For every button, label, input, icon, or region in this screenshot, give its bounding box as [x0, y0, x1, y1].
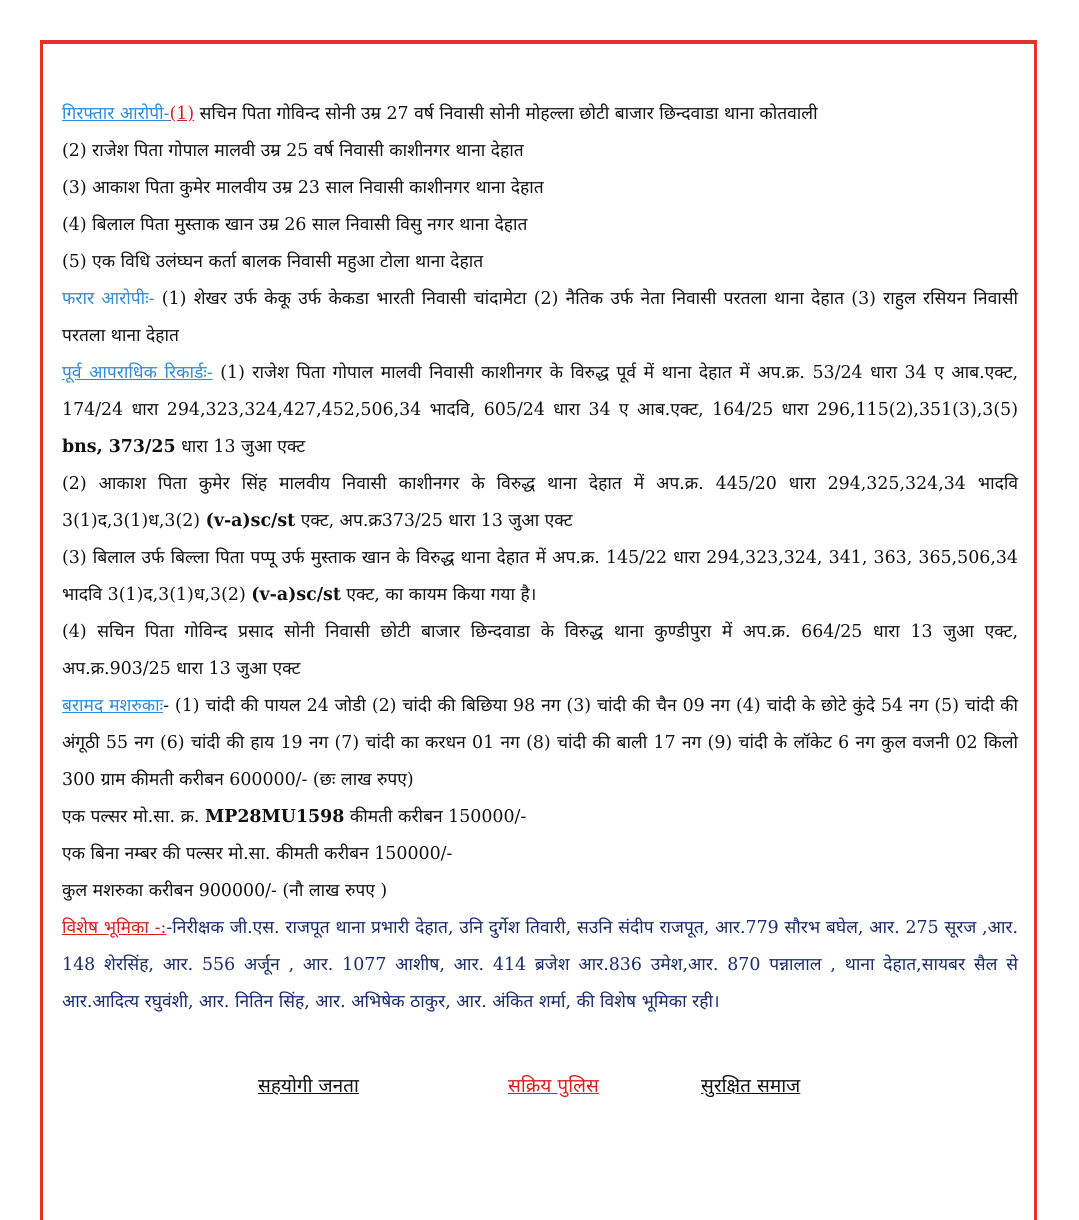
special-role-paragraph — [62, 910, 1018, 1021]
special-role-heading: विशेष भूमिका -: — [62, 918, 167, 938]
recovered-text: - (1) चांदी की पायल 24 जोडी (2) चांदी की बिछिया 98 नग (3) चांदी की चैन 09 नग (4) चांदी के छोटे कुंदे 54 नग (5) चांदी की अंगूठी 55 नग (6) चांदी की हाय 19 नग (7) चांदी का करधन 01 नग (8) चांदी की बाली 17 नग (9) चांदी के लॉकेट 6 नग कुल वजनी 02 किलो 300 ग्राम कीमती करीबन 600000/- (छः लाख रुपए) — [62, 696, 1018, 790]
accused-line-1 — [62, 96, 1018, 133]
slogan-safe-society: सुरक्षित समाज — [701, 1075, 801, 1097]
bike-1-line — [62, 799, 1018, 836]
accused-line-2: (2) राजेश पिता गोपाल मालवी उम्र 25 वर्ष निवासी काशीनगर थाना देहात — [62, 141, 524, 161]
record-paragraph-2 — [62, 466, 1018, 540]
slogan-active-police: सक्रिय पुलिस — [508, 1075, 599, 1097]
recovered-paragraph — [62, 688, 1018, 799]
bike-2-line: एक बिना नम्बर की पल्सर मो.सा. कीमती करीबन 150000/- — [62, 844, 453, 864]
accused-first-number: (1) — [169, 104, 195, 124]
absconding-heading: फरार आरोपीः- — [62, 289, 155, 309]
record-paragraph-1 — [62, 355, 1018, 466]
bike-1-post: कीमती करीबन 150000/- — [344, 807, 527, 827]
press-note-body — [62, 96, 1018, 1021]
records-heading: पूर्व आपराधिक रिकार्डः- — [62, 363, 213, 383]
recovered-heading: बरामद मशरुकाः — [62, 696, 164, 716]
total-recovered-line: कुल मशरुका करीबन 900000/- (नौ लाख रुपए ) — [62, 881, 388, 901]
bike-1-pre: एक पल्सर मो.सा. क्र. — [62, 807, 205, 827]
record-2-bold: (v-a)sc/st — [205, 511, 296, 531]
accused-line-5: (5) एक विधि उलंघ्घन कर्ता बालक निवासी महुआ टोला थाना देहात — [62, 252, 484, 272]
absconding-text: (1) शेखर उर्फ केकू उर्फ केकडा भारती निवासी चांदामेटा (2) नैतिक उर्फ नेता निवासी परतला थाना देहात (3) राहुल रसियन निवासी परतला थाना देहात — [62, 289, 1019, 346]
special-role-text: -निरीक्षक जी.एस. राजपूत थाना प्रभारी देहात, उनि दुर्गेश तिवारी, सउनि संदीप राजपूत, आर.779 सौरभ बघेल, आर. 275 सूरज ,आर. 148 शेरसिंह, आर. 556 अर्जून , आर. 1077 आशीष, आर. 414 ब्रजेश आर.836 उमेश,आर. 870 पन्नालाल , थाना देहात,सायबर सैल से आर.आदित्य रघुवंशी, आर. नितिन सिंह, आर. अभिषेक ठाकुर, आर. अंकित शर्मा, की विशेष भूमिका रही। — [62, 918, 1018, 1012]
accused-first-text: सचिन पिता गोविन्द सोनी उम्र 27 वर्ष निवासी सोनी मोहल्ला छोटी बाजार छिन्दवाडा थाना कोतवाली — [194, 104, 818, 124]
record-paragraph-3 — [62, 540, 1018, 614]
record-1-tail: धारा 13 जुआ एक्ट — [175, 437, 306, 457]
absconding-paragraph — [62, 281, 1018, 355]
record-2-text: (2) आकाश पिता कुमेर सिंह मालवीय निवासी काशीनगर के विरुद्ध थाना देहात में अप.क्र. 445/20 धारा 294,325,324,34 भादवि 3(1)द,3(1)ध,3(2) — [62, 474, 1018, 531]
record-3-bold: (v-a)sc/st — [251, 585, 341, 605]
record-1-bold: bns, 373/25 — [62, 437, 176, 457]
record-1-text: (1) राजेश पिता गोपाल मालवी निवासी काशीनगर के विरुद्ध पूर्व में थाना देहात में अप.क्र. 53/24 धारा 34 ए आब.एक्ट, 174/24 धारा 294,323,324,427,452,506,34 भादवि, 605/24 धारा 34 ए आब.एक्ट, 164/25 धारा 296,115(2),351(3),3(5) — [62, 363, 1018, 420]
accused-line-3: (3) आकाश पिता कुमेर मालवीय उम्र 23 साल निवासी काशीनगर थाना देहात — [62, 178, 544, 198]
bike-1-registration: MP28MU1598 — [205, 807, 345, 827]
record-3-tail: एक्ट, का कायम किया गया है। — [340, 585, 537, 605]
accused-line-4: (4) बिलाल पिता मुस्ताक खान उम्र 26 साल निवासी विसु नगर थाना देहात — [62, 215, 528, 235]
record-3-text: (3) बिलाल उर्फ बिल्ला पिता पप्पू उर्फ मुस्ताक खान के विरुद्ध थाना देहात में अप.क्र. 145/22 धारा 294,323,324, 341, 363, 365,506,34 भादवि 3(1)द,3(1)ध,3(2) — [62, 548, 1018, 605]
slogan-footer — [0, 1072, 1079, 1112]
record-2-tail: एक्ट, अप.क्र373/25 धारा 13 जुआ एक्ट — [295, 511, 573, 531]
slogan-cooperative-public: सहयोगी जनता — [258, 1075, 359, 1097]
accused-heading: गिरफ्तार आरोपी- — [62, 104, 170, 124]
record-paragraph-4: (4) सचिन पिता गोविन्द प्रसाद सोनी निवासी छोटी बाजार छिन्दवाडा के विरुद्ध थाना कुण्डीपुरा में अप.क्र. 664/25 धारा 13 जुआ एक्ट, अप.क्र.903/25 धारा 13 जुआ एक्ट — [62, 622, 1018, 679]
